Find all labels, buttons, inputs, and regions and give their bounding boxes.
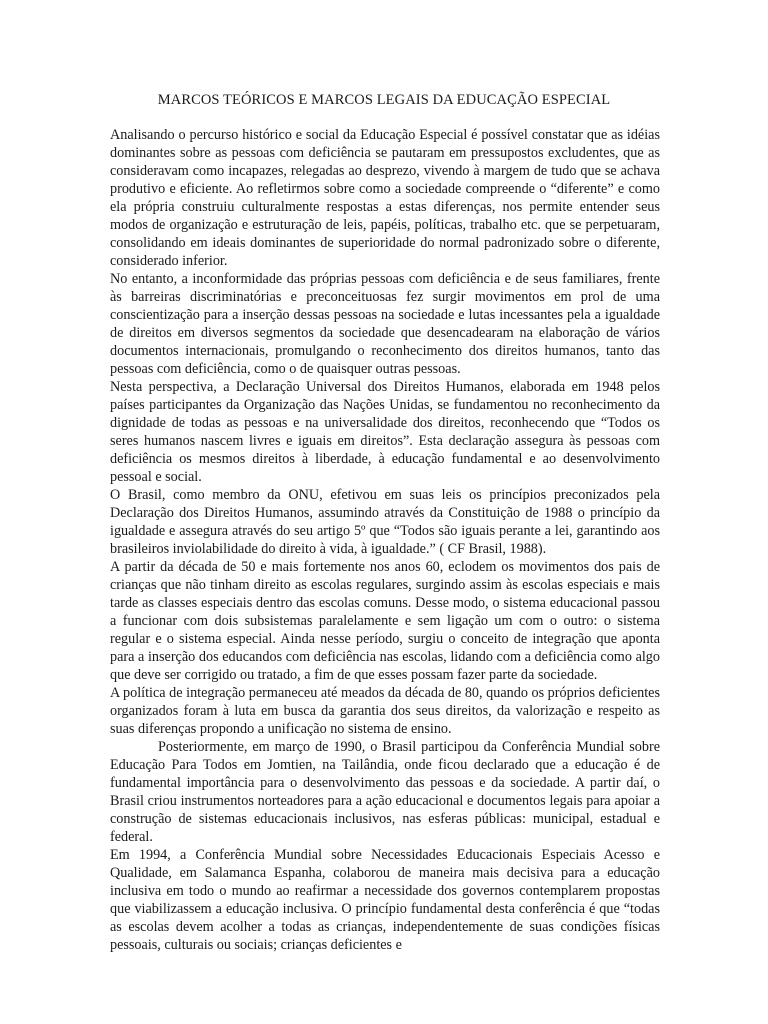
paragraph: A política de integração permaneceu até meados da década de 80, quando os próprios deficientes organizados foram à luta em busca da garantia dos seus direitos, da valorização e respeito as suas diferenças propondo a unificação no sistema de ensino. <box>110 685 660 737</box>
document-title: MARCOS TEÓRICOS E MARCOS LEGAIS DA EDUCAÇÃO ESPECIAL <box>157 92 611 108</box>
paragraph: A partir da década de 50 e mais fortemente nos anos 60, eclodem os movimentos dos pais de crianças que não tinham direito as escolas regulares, surgindo assim às escolas especiais e mais tarde as classes especiais dentro das escolas comuns. Desse modo, o sistema educacional passou a funcionar com dois subsistemas paralelamente e sem ligação um com o outro: o sistema regular e o sistema especial. Ainda nesse período, surgiu o conceito de integração que aponta para a inserção dos educandos com deficiência nas escolas, lidando com a deficiência como algo que deve ser corrigido ou tratado, a fim de que esses possam fazer parte da sociedade. <box>110 559 660 683</box>
paragraph: No entanto, a inconformidade das próprias pessoas com deficiência e de seus familiares, frente às barreiras discriminatórias e preconceituosas fez surgir movimentos em prol de uma conscientização para a inserção dessas pessoas na sociedade e lutas incessantes pela a igualdade de direitos em diversos segmentos da sociedade que desencadearam na elaboração de vários documentos internacionais, promulgando o reconhecimento dos direitos humanos, tanto das pessoas com deficiência, como o de quaisquer outras pessoas. <box>110 271 660 377</box>
document-body <box>110 126 660 954</box>
paragraph: O Brasil, como membro da ONU, efetivou em suas leis os princípios preconizados pela Declaração dos Direitos Humanos, assumindo através da Constituição de 1988 o princípio da igualdade e assegura através do seu artigo 5º que “Todos são iguais perante a lei, garantindo aos brasileiros inviolabilidade do direito à vida, à igualdade.” ( CF Brasil, 1988). <box>110 487 660 557</box>
paragraph: Em 1994, a Conferência Mundial sobre Necessidades Educacionais Especiais Acesso e Qualidade, em Salamanca Espanha, colaborou de maneira mais decisiva para a educação inclusiva em todo o mundo ao reafirmar a necessidade dos governos contemplarem propostas que viabilizassem a educação inclusiva. O princípio fundamental desta conferência é que “todas as escolas devem acolher a todas as crianças, independentemente de suas condições físicas pessoais, culturais ou sociais; crianças deficientes e <box>110 847 660 953</box>
paragraph: Nesta perspectiva, a Declaração Universal dos Direitos Humanos, elaborada em 1948 pelos países participantes da Organização das Nações Unidas, se fundamentou no reconhecimento da dignidade de todas as pessoas e na universalidade dos direitos, reconhecendo que “Todos os seres humanos nascem livres e iguais em direitos”. Esta declaração assegura às pessoas com deficiência os mesmos direitos à liberdade, à educação fundamental e ao desenvolvimento pessoal e social. <box>110 379 660 485</box>
paragraph: Analisando o percurso histórico e social da Educação Especial é possível constatar que as idéias dominantes sobre as pessoas com deficiência se pautaram em pressupostos excludentes, que as consideravam como incapazes, relegadas ao desprezo, vivendo à margem de tudo que se achava produtivo e eficiente. Ao refletirmos sobre como a sociedade compreende o “diferente” e como ela própria construiu culturalmente respostas a estas diferenças, nos permite entender seus modos de organização e estruturação de leis, papéis, políticas, trabalho etc. que se perpetuaram, consolidando em ideais dominantes de superioridade do normal padronizado sobre o diferente, considerado inferior. <box>110 127 660 269</box>
paragraph: Posteriormente, em março de 1990, o Brasil participou da Conferência Mundial sobre Educação Para Todos em Jomtien, na Tailândia, onde ficou declarado que a educação é de fundamental importância para o desenvolvimento das pessoas e da sociedade. A partir daí, o Brasil criou instrumentos norteadores para a ação educacional e documentos legais para apoiar a construção de sistemas educacionais inclusivos, nas esferas públicas: municipal, estadual e federal. <box>110 739 660 845</box>
